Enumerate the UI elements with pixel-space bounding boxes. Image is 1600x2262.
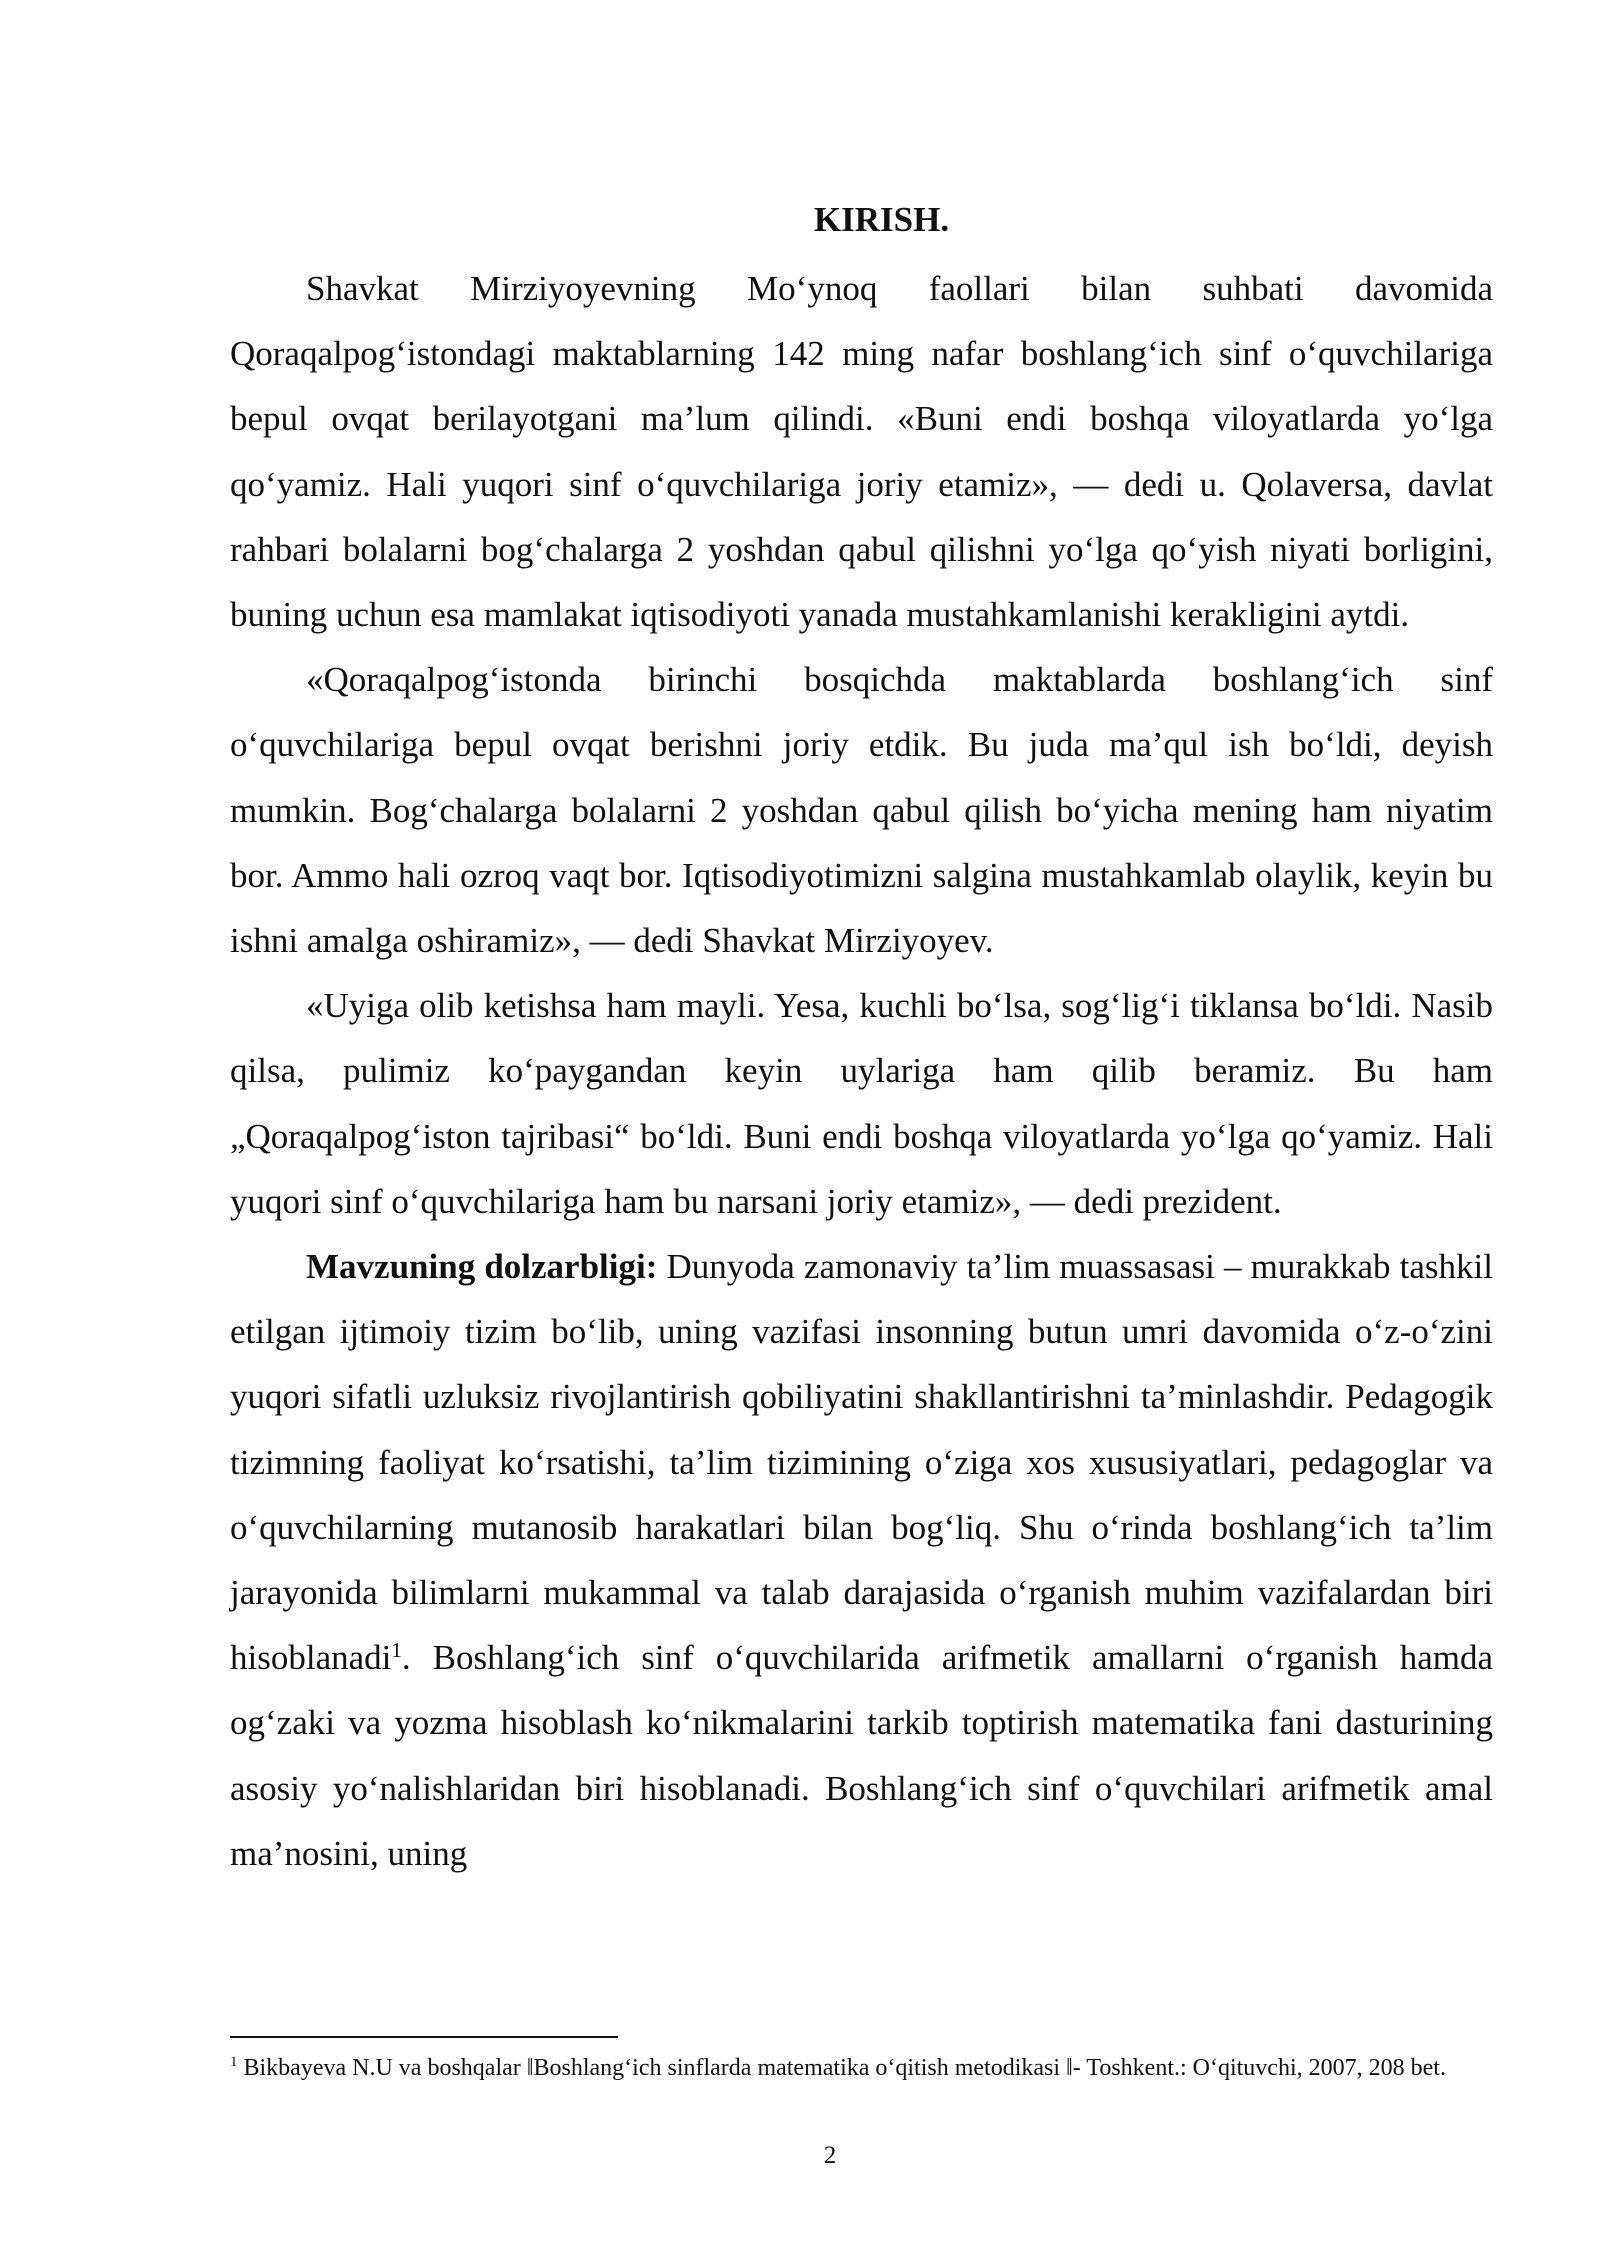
relevance-text-part-2: . Boshlang‘ich sinf o‘quvchilarida arifmetik amallarni o‘rganish hamda og‘zaki va yozma hisoblash ko‘nikmalarini tarkib toptirish matematika fani dasturining asosiy yo‘nalishlaridan biri hisoblanadi. Boshlang‘ich sinf o‘quvchilari arifmetik amal ma’nosini, uning <box>230 1638 1493 1873</box>
footnote <box>230 2052 1493 2085</box>
page-title: KIRISH. <box>813 200 950 239</box>
page-body <box>230 190 1493 1886</box>
page-number: 2 <box>823 2142 837 2169</box>
paragraph-quote-1: «Qoraqalpog‘istonda birinchi bosqichda maktablarda boshlang‘ich sinf o‘quvchilariga bepul ovqat berishni joriy etdik. Bu juda ma’qul ish bo‘ldi, deyish mumkin. Bog‘chalarga bolalarni 2 yoshdan qabul qilish bo‘yicha mening ham niyatim bor. Ammo hali ozroq vaqt bor. Iqtisodiyotimizni salgina mustahkamlab olaylik, keyin bu ishni amalga oshiramiz», — dedi Shavkat Mirziyoyev. <box>230 660 1493 961</box>
footnote-marker: 1 <box>230 2054 238 2070</box>
footnote-reference[interactable]: 1 <box>391 1638 402 1663</box>
footnote-divider <box>230 2036 618 2038</box>
relevance-label: Mavzuning dolzarbligi: <box>306 1247 658 1287</box>
paragraph-quote-2: «Uyiga olib ketishsa ham mayli. Yesa, kuchli bo‘lsa, sog‘lig‘i tiklansa bo‘ldi. Nasib qilsa, pulimiz ko‘paygandan keyin uylariga ham qilib beramiz. Bu ham „Qoraqalpog‘iston tajribasi“ bo‘ldi. Buni endi boshqa viloyatlarda yo‘lga qo‘yamiz. Hali yuqori sinf o‘quvchilariga ham bu narsani joriy etamiz», — dedi prezident. <box>230 986 1493 1221</box>
paragraph-intro: Shavkat Mirziyoyevning Mo‘ynoq faollari bilan suhbati davomida Qoraqalpog‘istondagi maktablarning 142 ming nafar boshlang‘ich sinf o‘quvchilariga bepul ovqat berilayotgani ma’lum qilindi. «Buni endi boshqa viloyatlarda yo‘lga qo‘yamiz. Hali yuqori sinf o‘quvchilariga joriy etamiz», — dedi u. Qolaversa, davlat rahbari bolalarni bog‘chalarga 2 yoshdan qabul qilishni yo‘lga qo‘yish niyati borligini, buning uchun esa mamlakat iqtisodiyoti yanada mustahkamlanishi kerakligini aytdi. <box>230 269 1493 635</box>
relevance-text-part-1: Dunyoda zamonaviy ta’lim muassasasi – murakkab tashkil etilgan ijtimoiy tizim bo‘lib, uning vazifasi insonning butun umri davomida o‘z-o‘zini yuqori sifatli uzluksiz rivojlantirish qobiliyatini shakllantirishni ta’minlashdir. Pedagogik tizimning faoliyat ko‘rsatishi, ta’lim tizimining o‘ziga xos xususiyatlari, pedagoglar va o‘quvchilarning mutanosib harakatlari bilan bog‘liq. Shu o‘rinda boshlang‘ich ta’lim jarayonida bilimlarni mukammal va talab darajasida o‘rganish muhim vazifalardan biri hisoblanadi <box>230 1247 1493 1678</box>
paragraph-relevance <box>230 1234 1493 1886</box>
footnote-text: Bikbayeva N.U va boshqalar ‖Boshlang‘ich sinflarda matematika o‘qitish metodikasi ‖- Toshkent.: O‘qituvchi, 2007, 208 bet. <box>237 2055 1446 2081</box>
